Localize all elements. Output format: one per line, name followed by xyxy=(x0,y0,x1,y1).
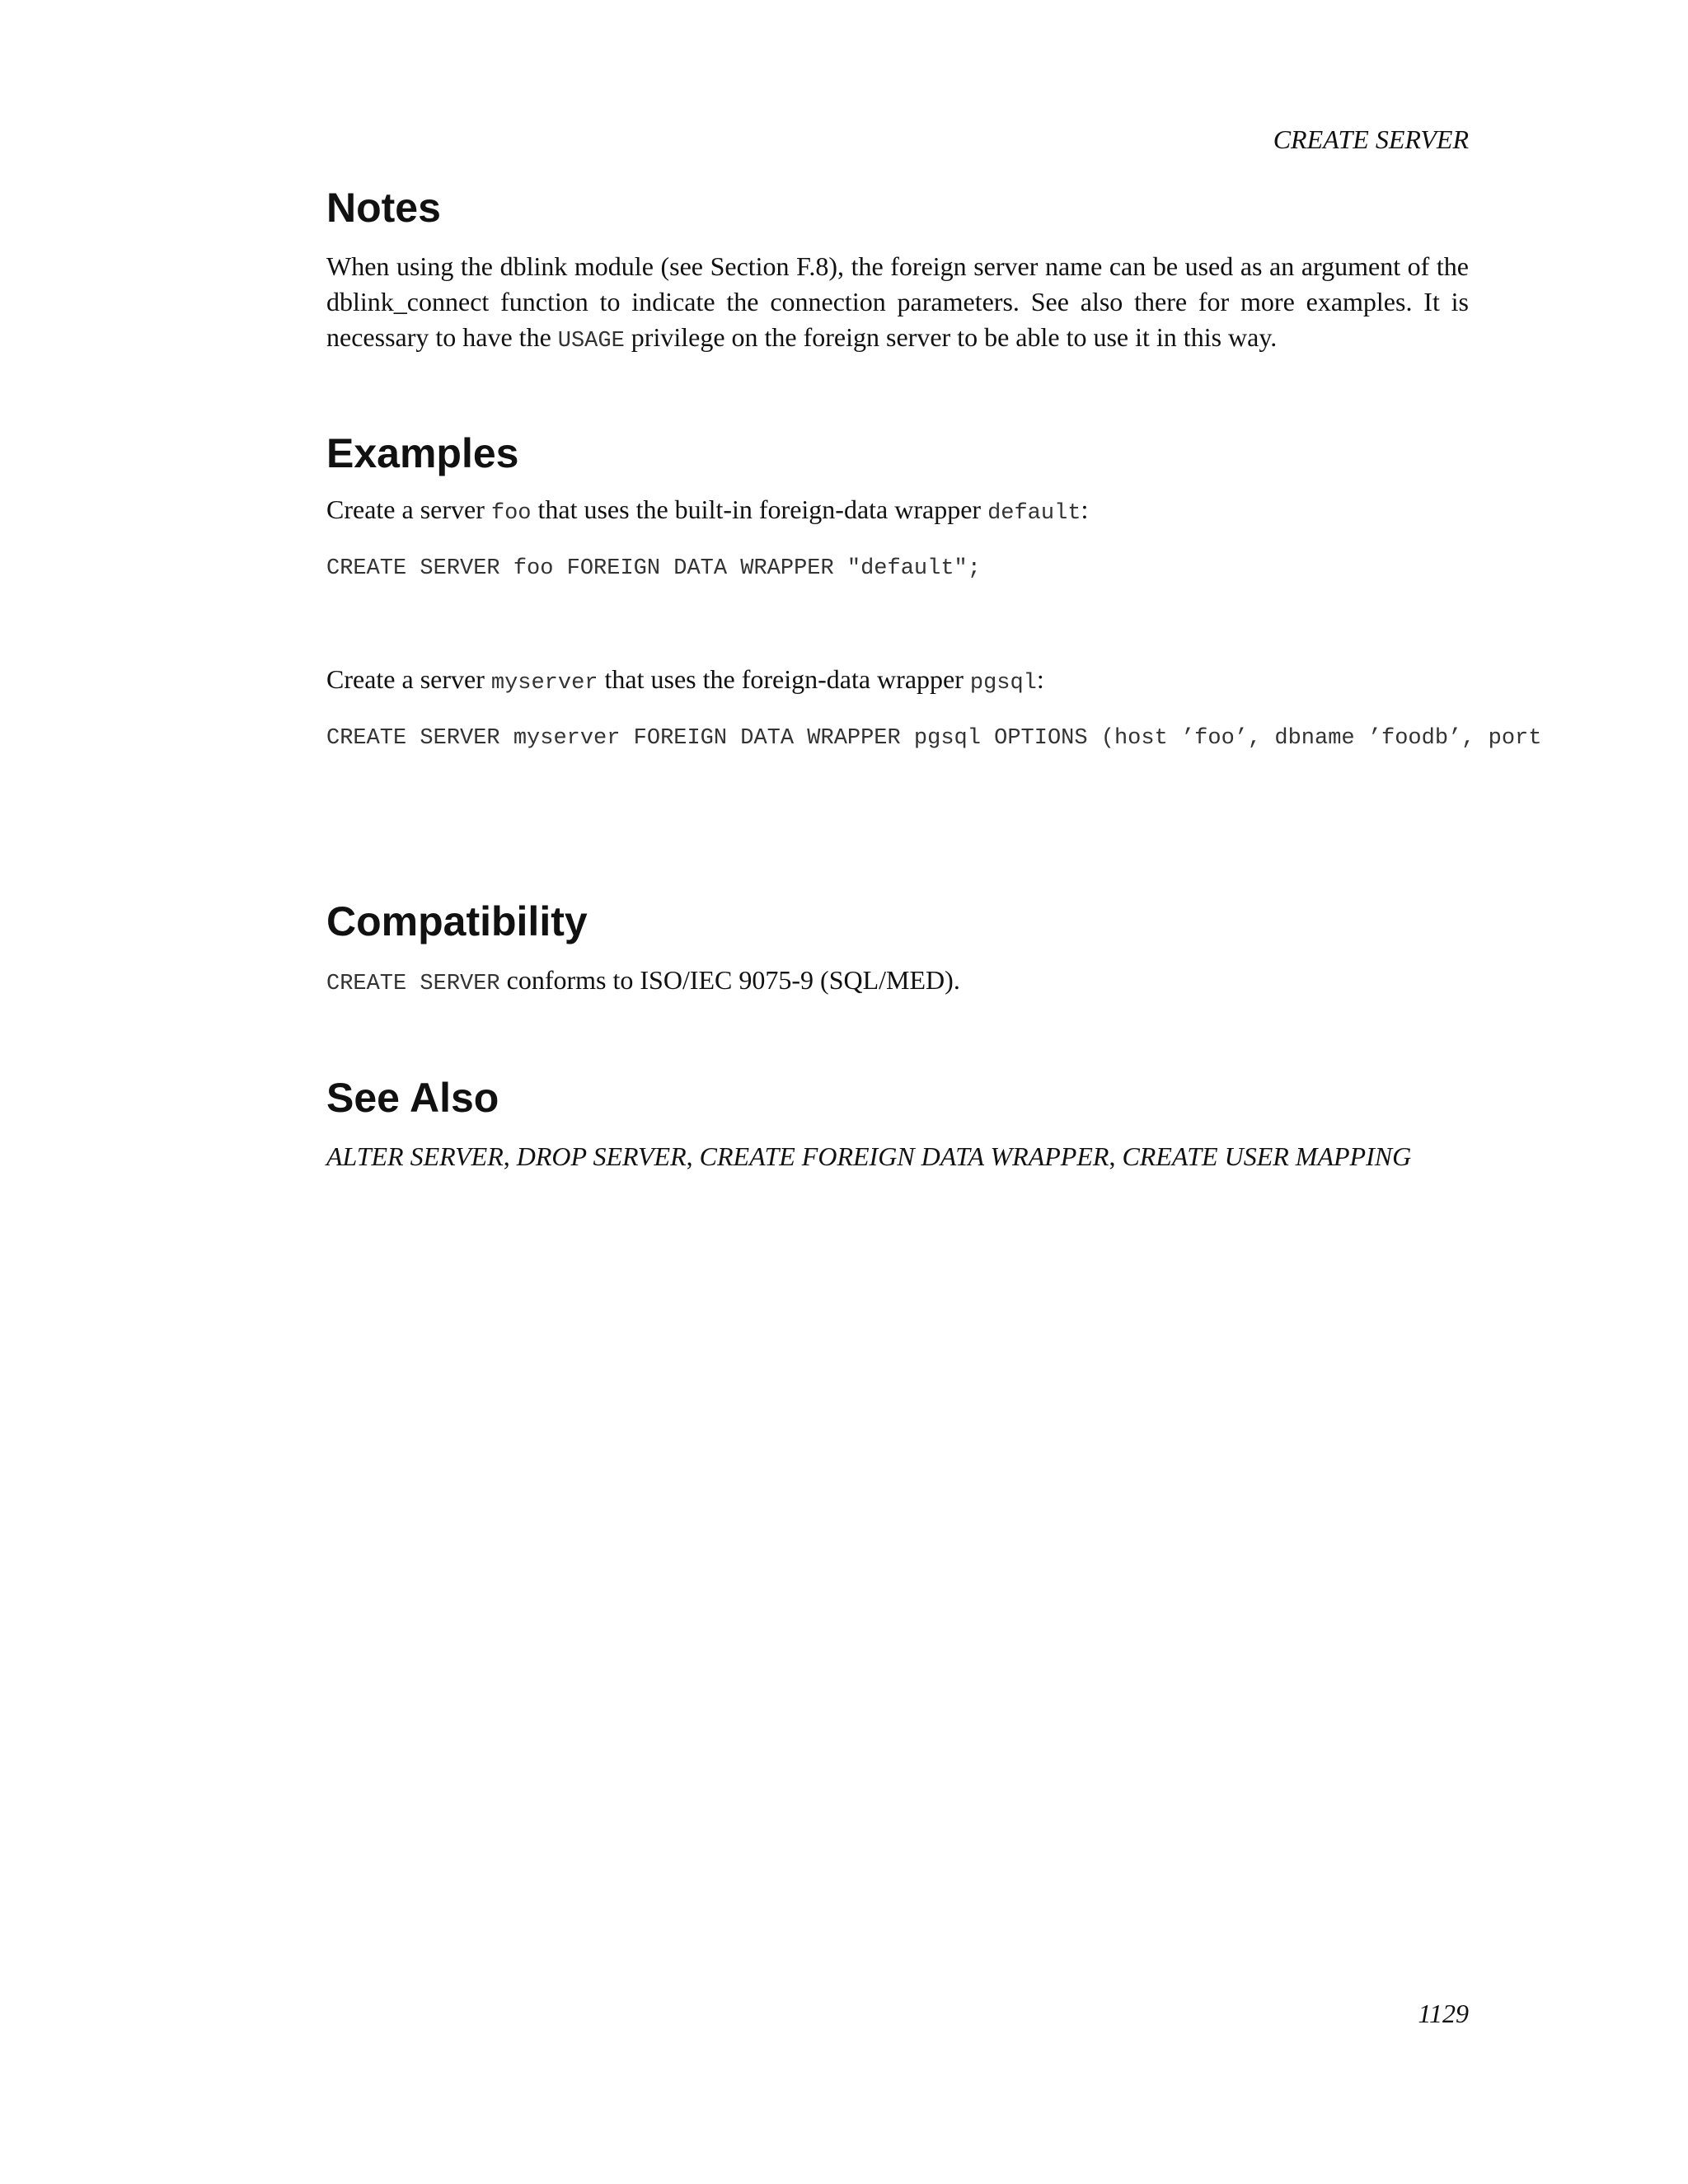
create-server-code: CREATE SERVER xyxy=(326,972,500,996)
compatibility-text: conforms to ISO/IEC 9075-9 (SQL/MED). xyxy=(499,965,960,995)
see-also-heading: See Also xyxy=(326,1075,499,1121)
separator: , xyxy=(503,1141,517,1171)
example-1-wrapper-code: default xyxy=(987,501,1081,526)
example-2-wrapper-code: pgsql xyxy=(969,671,1037,696)
link-drop-server[interactable]: DROP SERVER xyxy=(516,1141,687,1171)
link-create-foreign-data-wrapper[interactable]: CREATE FOREIGN DATA WRAPPER xyxy=(699,1141,1109,1171)
notes-text-2: privilege on the foreign server to be able to use it in this way. xyxy=(624,322,1278,352)
see-also-section xyxy=(326,1073,1469,1174)
usage-code: USAGE xyxy=(557,329,625,354)
page-number: 1129 xyxy=(1418,1999,1469,2028)
separator: , xyxy=(1109,1141,1123,1171)
link-create-user-mapping[interactable]: CREATE USER MAPPING xyxy=(1122,1141,1412,1171)
example-1-text-1: Create a server xyxy=(326,494,491,524)
example-1-code-block: CREATE SERVER foo FOREIGN DATA WRAPPER "default"; xyxy=(326,556,981,581)
compatibility-paragraph xyxy=(326,963,1469,1002)
separator: , xyxy=(686,1141,700,1171)
example-2-text-2: that uses the foreign-data wrapper xyxy=(598,664,970,694)
example-2-code-block: CREATE SERVER myserver FOREIGN DATA WRAPPER pgsql OPTIONS (host ’foo’, dbname ’foodb’, port xyxy=(326,726,1542,751)
example-2-server-code: myserver xyxy=(490,671,598,696)
link-alter-server[interactable]: ALTER SERVER xyxy=(326,1141,504,1171)
see-also-links xyxy=(326,1139,1469,1174)
notes-heading: Notes xyxy=(326,185,441,231)
example-1-intro xyxy=(326,492,1088,532)
examples-heading: Examples xyxy=(326,430,519,476)
example-2-intro xyxy=(326,662,1044,701)
example-2-text-1: Create a server xyxy=(326,664,491,694)
example-1-server-code: foo xyxy=(490,501,532,526)
running-header: CREATE SERVER xyxy=(1273,124,1469,154)
example-1-text-2: that uses the built-in foreign-data wrapper xyxy=(531,494,988,524)
notes-section xyxy=(326,183,1469,359)
examples-section xyxy=(326,429,1542,751)
compatibility-heading: Compatibility xyxy=(326,898,588,944)
example-1-text-3: : xyxy=(1081,494,1089,524)
example-2-text-3: : xyxy=(1036,664,1044,694)
notes-text-1: When using the dblink module (see Section F.8), the foreign server name can be used as an argument of the dblink_connect function to indicate the connection parameters. See also there for more examples. It is necessary to have the xyxy=(326,251,1469,352)
notes-paragraph xyxy=(326,249,1469,359)
compatibility-section xyxy=(326,897,1469,1002)
